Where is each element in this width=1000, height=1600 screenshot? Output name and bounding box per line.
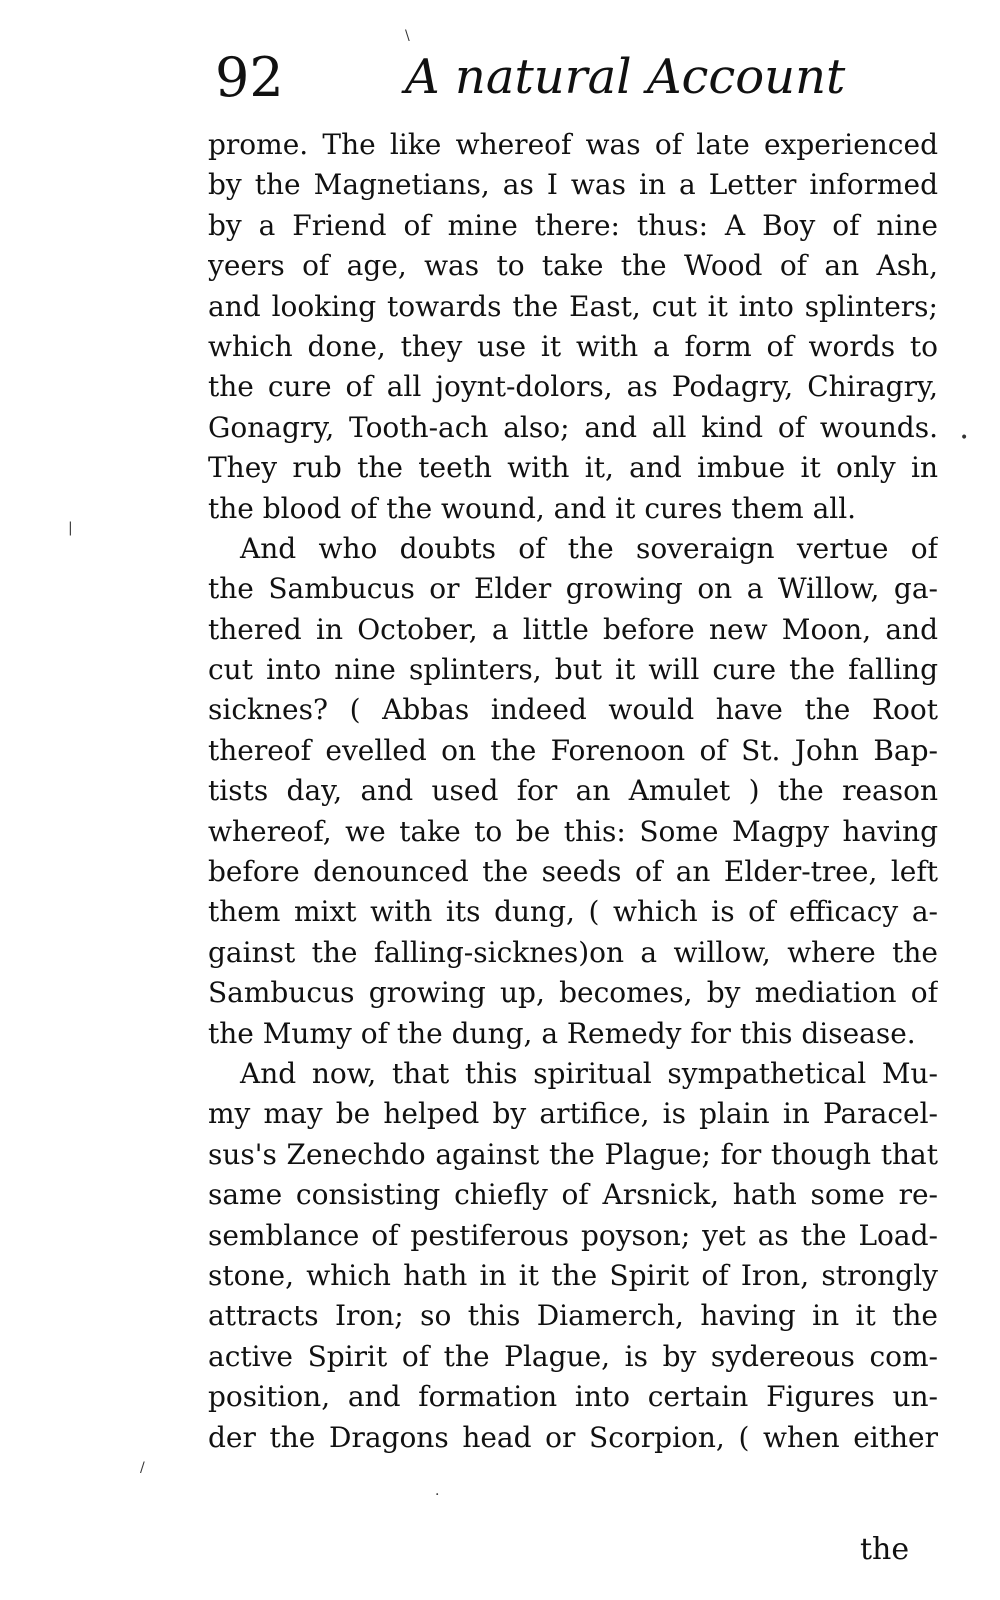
text-line-08: Gonagry, Tooth-ach also; and all kind of wounds.: [208, 410, 938, 444]
text-line-30: attracts Iron; so this Diamerch, having in it the: [208, 1299, 938, 1333]
catchword: the: [860, 1532, 910, 1567]
text-line-32: position, and formation into certain Figures un-: [208, 1380, 938, 1414]
text-line-22: Sambucus growing up, becomes, by mediation of: [208, 976, 938, 1010]
print-speck: \: [405, 28, 410, 44]
text-line-29: stone, which hath in it the Spirit of Iron, strongly: [208, 1258, 938, 1292]
text-line-31: active Spirit of the Plague, is by sydereous com-: [208, 1339, 938, 1373]
text-line-09: They rub the teeth with it, and imbue it only in: [208, 451, 938, 485]
text-line-19: before denounced the seeds of an Elder-tree, left: [208, 855, 938, 889]
text-line-23: the Mumy of the dung, a Remedy for this disease.: [208, 1016, 916, 1050]
page-number: 92: [215, 46, 284, 109]
text-line-28: semblance of pestiferous poyson; yet as the Load-: [208, 1218, 938, 1252]
text-line-33: der the Dragons head or Scorpion, ( when either: [208, 1420, 938, 1454]
text-line-15: sicknes? ( Abbas indeed would have the Root: [208, 693, 938, 727]
text-line-03: by a Friend of mine there: thus: A Boy of nine: [208, 208, 938, 242]
text-line-16: thereof evelled on the Forenoon of St. John Bap-: [208, 733, 938, 767]
text-line-05: and looking towards the East, cut it into splinters;: [208, 289, 938, 323]
print-speck: /: [140, 1460, 145, 1476]
page-header: [215, 40, 935, 115]
text-line-14: cut into nine splinters, but it will cure the falling: [208, 653, 938, 687]
text-line-11: And who doubts of the soveraign vertue of: [240, 531, 938, 565]
text-line-01: prome. The like whereof was of late experienced: [208, 128, 938, 161]
text-line-20: them mixt with its dung, ( which is of efficacy a-: [208, 895, 938, 929]
text-line-17: tists day, and used for an Amulet ) the reason: [208, 774, 938, 808]
text-line-26: sus's Zenechdo against the Plague; for though that: [208, 1137, 938, 1171]
print-speck: |: [68, 520, 73, 536]
text-line-06: which done, they use it with a form of words to: [208, 329, 938, 363]
print-speck: •: [960, 430, 969, 446]
text-line-27: same consisting chiefly of Arsnick, hath some re-: [208, 1178, 938, 1212]
text-line-18: whereof, we take to be this: Some Magpy having: [208, 814, 938, 848]
text-line-25: my may be helped by artifice, is plain in Paracel-: [208, 1097, 938, 1131]
text-line-21: gainst the falling-sicknes)on a willow, where the: [208, 935, 938, 969]
running-title: A natural Account: [405, 49, 846, 105]
text-line-10: the blood of the wound, and it cures them all.: [208, 491, 857, 525]
body-text: [208, 125, 938, 1458]
print-speck: ·: [435, 1487, 440, 1503]
text-line-04: yeers of age, was to take the Wood of an Ash,: [208, 249, 938, 283]
text-line-13: thered in October, a little before new Moon, and: [208, 612, 938, 646]
text-line-07: the cure of all joynt-dolors, as Podagry, Chiragry,: [208, 370, 938, 404]
text-line-24: And now, that this spiritual sympathetical Mu-: [240, 1056, 938, 1090]
text-line-12: the Sambucus or Elder growing on a Willow, ga-: [208, 572, 938, 606]
text-line-02: by the Magnetians, as I was in a Letter informed: [208, 168, 938, 202]
